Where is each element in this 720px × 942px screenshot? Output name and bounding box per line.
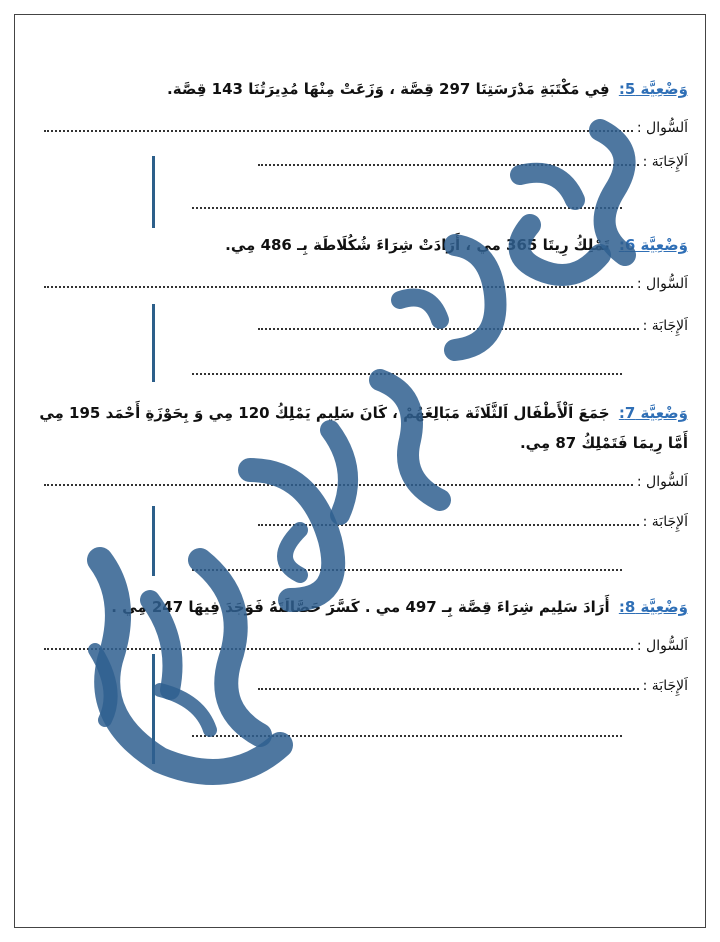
answer-divider-bar bbox=[152, 506, 155, 576]
answer-divider-bar bbox=[152, 654, 155, 764]
question-label: اَلسُّوال : bbox=[636, 638, 688, 654]
worksheet-border bbox=[14, 14, 706, 928]
answer-divider-bar bbox=[152, 304, 155, 382]
situation-7-answer-line bbox=[258, 514, 688, 530]
answer-dotted-line[interactable] bbox=[258, 523, 639, 526]
question-dotted-line[interactable] bbox=[44, 483, 633, 486]
situation-8-tag: وَضْعِيَّة 8: bbox=[618, 598, 688, 616]
answer-dotted-line-2[interactable] bbox=[192, 372, 622, 375]
answer-dotted-line[interactable] bbox=[258, 687, 639, 690]
answer-dotted-line[interactable] bbox=[258, 327, 639, 330]
question-label: اَلسُّوال : bbox=[636, 120, 688, 136]
question-dotted-line[interactable] bbox=[44, 285, 633, 288]
answer-label: اَلإِجَابَة : bbox=[642, 318, 688, 334]
situation-5-question-line bbox=[44, 120, 688, 136]
answer-divider-bar bbox=[152, 156, 155, 228]
question-dotted-line[interactable] bbox=[44, 129, 633, 132]
situation-6-answer-line bbox=[258, 318, 688, 334]
question-label: اَلسُّوال : bbox=[636, 474, 688, 490]
situation-5-heading bbox=[167, 80, 688, 98]
situation-6-heading bbox=[225, 236, 688, 254]
answer-dotted-line-2[interactable] bbox=[192, 734, 622, 737]
situation-7-heading bbox=[39, 404, 688, 422]
situation-7-question-line bbox=[44, 474, 688, 490]
situation-5-answer-line bbox=[258, 154, 688, 170]
answer-dotted-line-2[interactable] bbox=[192, 206, 622, 209]
situation-6-text: تَمْلِكُ رِيتَا 365 مي ، أَرَادَتْ شِرَاءَ شُكُلَاطَة بِـ 486 مِي. bbox=[225, 236, 610, 254]
situation-7-text-line-2: أَمَّا رِيمَا فَتَمْلِكُ 87 مِي. bbox=[519, 434, 688, 452]
situation-5-tag: وَضْعِيَّة 5: bbox=[618, 80, 688, 98]
situation-5-text: فِي مَكْتَبَةِ مَدْرَسَتِنَا 297 قِصَّة ، وَزَعَتْ مِنْهَا مُدِيرَتُنَا 143 قِصَّة. bbox=[167, 80, 610, 98]
situation-6-question-line bbox=[44, 276, 688, 292]
situation-6-tag: وَضْعِيَّة 6: bbox=[618, 236, 688, 254]
situation-8-answer-line bbox=[258, 678, 688, 694]
answer-label: اَلإِجَابَة : bbox=[642, 678, 688, 694]
situation-8-heading bbox=[111, 598, 688, 616]
situation-8-question-line bbox=[44, 638, 688, 654]
question-dotted-line[interactable] bbox=[44, 647, 633, 650]
question-label: اَلسُّوال : bbox=[636, 276, 688, 292]
situation-7-text: جَمَعَ اَلْأَطْفَال اَلثَّلَاثَة مَبَالِغَهُمْ ، كَانَ سَلِيم يَمْلِكُ 120 مِي وَ بِحَوْزَةِ أَحْمَد 195 مِي bbox=[39, 404, 610, 422]
situation-7-tag: وَضْعِيَّة 7: bbox=[618, 404, 688, 422]
answer-dotted-line-2[interactable] bbox=[192, 568, 622, 571]
situation-8-text: أَرَادَ سَلِيم شِرَاءَ قِصَّة بِـ 497 مي . كَسَّرَ حَصَّالَتَهُ فَوَجَدَ فِيهَا 247 مِي . bbox=[111, 598, 610, 616]
answer-dotted-line[interactable] bbox=[258, 163, 639, 166]
answer-label: اَلإِجَابَة : bbox=[642, 514, 688, 530]
answer-label: اَلإِجَابَة : bbox=[642, 154, 688, 170]
